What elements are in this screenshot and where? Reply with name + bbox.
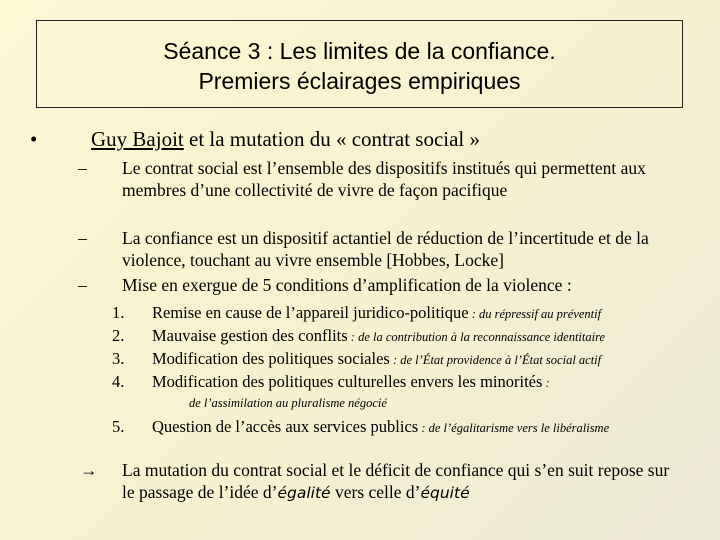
title-line-1: Séance 3 : Les limites de la confiance. [163,38,556,64]
item-detail: : du répressif au préventif [468,307,602,321]
item-body [152,303,601,324]
dash-marker: – [78,275,87,295]
item-number: 1. [112,303,125,322]
arrow-icon: → [80,460,98,480]
dash-item-text: La confiance est un dispositif actantiel de réduction de l’incertitude et de la violence, touchant au vivre ensemble [Hobbes, Locke] [122,228,649,270]
item-number: 3. [112,349,125,368]
item-body [152,326,605,347]
item-main: Question de l’accès aux services publics [152,417,419,436]
title-line-2: Premiers éclairages empiriques [198,68,521,94]
heading-rest: et la mutation du « contrat social » [183,127,481,151]
heading-author: Guy Bajoit [91,127,184,151]
item-main: Modification des politiques sociales [152,349,390,368]
dash-marker: – [78,158,87,178]
dash-marker: – [78,228,87,248]
item-body [152,372,550,393]
heading-text [91,127,480,152]
item-number: 2. [112,326,125,345]
item-main: Modification des politiques culturelles envers les minorités [152,372,543,391]
conclusion-text [122,459,682,504]
bullet-icon: • [30,127,38,151]
item-detail: : de l’État providence à l’État social actif [389,353,602,367]
dash-item-text: Mise en exergue de 5 conditions d’amplification de la violence : [122,275,572,295]
dash-item-text: Le contrat social est l’ensemble des dispositifs institués qui permettent aux membres d’une collectivité de vivre de façon pacifique [122,158,646,200]
item-body [152,349,601,370]
word-egalite: égalité [277,484,331,502]
conclusion-before: La mutation du contrat social et le déficit de confiance qui s’en suit repose sur le passage de l’idée d’ [122,460,670,502]
item-main: Mauvaise gestion des conflits [152,326,348,345]
item-main: Remise en cause de l’appareil juridico-politique [152,303,469,322]
item-detail: : de l’égalitarisme vers le libéralisme [418,421,610,435]
slide-title [36,20,683,108]
item-detail: : [542,376,550,390]
item-4-continuation: de l’assimilation au pluralisme négocié [189,396,387,410]
item-detail: : de la contribution à la reconnaissance identitaire [347,330,606,344]
item-number: 4. [112,372,125,391]
word-equite: équité [420,484,470,502]
item-body [152,417,609,438]
conclusion-middle: vers celle d’ [330,482,421,502]
item-number: 5. [112,417,125,436]
